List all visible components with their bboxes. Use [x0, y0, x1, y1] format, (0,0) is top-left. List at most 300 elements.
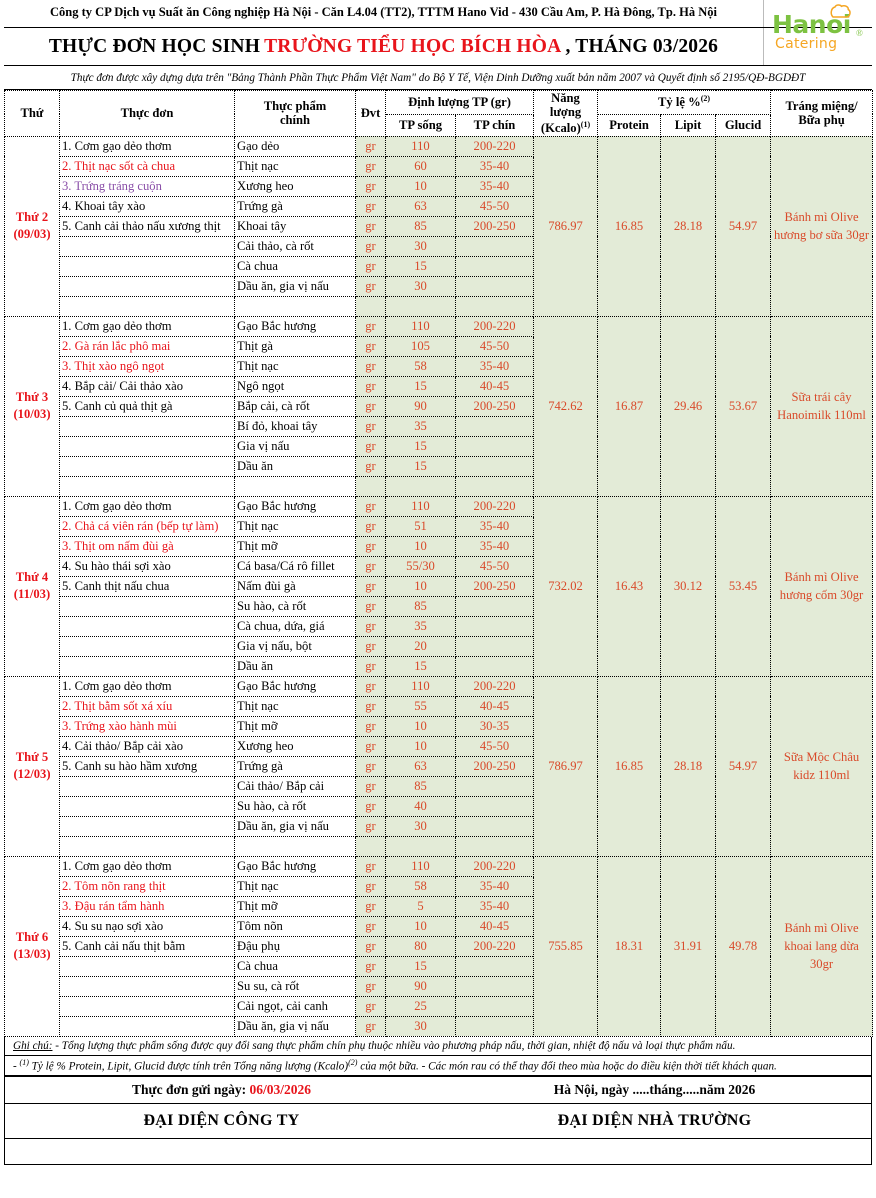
logo-wordmark: Hanoi	[772, 10, 851, 39]
unit-cell: gr	[356, 756, 386, 776]
footnotes	[4, 1037, 872, 1078]
raw-weight-cell: 110	[386, 316, 456, 336]
hanoi-catering-logo	[772, 4, 866, 60]
cooked-weight-cell	[456, 656, 534, 676]
dish-name-cell: 4. Khoai tây xào	[60, 196, 235, 216]
logo-registered-mark: ®	[856, 28, 863, 38]
note2-mid: Tỷ lệ % Protein, Lipit, Glucid được tính trên Tổng năng lượng (Kcalo)	[28, 1060, 349, 1073]
weekday-cell	[5, 496, 60, 676]
raw-weight-cell: 20	[386, 636, 456, 656]
raw-weight-cell: 5	[386, 896, 456, 916]
raw-weight-cell: 85	[386, 776, 456, 796]
raw-weight-cell: 30	[386, 816, 456, 836]
ingredient-cell: Thịt mỡ	[235, 716, 356, 736]
ingredient-cell	[235, 836, 356, 856]
raw-weight-cell: 10	[386, 176, 456, 196]
dish-name-cell: 1. Cơm gạo dẻo thơm	[60, 496, 235, 516]
cooked-weight-cell: 200-250	[456, 396, 534, 416]
dish-name-cell	[60, 256, 235, 276]
ingredient-cell: Dầu ăn, gia vị nấu	[235, 276, 356, 296]
ingredient-cell: Su su, cà rốt	[235, 976, 356, 996]
col-header-weekday: Thứ	[5, 91, 60, 137]
energy-cell: 742.62	[534, 316, 598, 496]
dessert-cell: Sữa Mộc Châu kidz 110ml	[771, 676, 873, 856]
unit-cell: gr	[356, 856, 386, 876]
raw-weight-cell: 10	[386, 716, 456, 736]
protein-cell: 16.85	[598, 136, 661, 316]
cooked-weight-cell	[456, 796, 534, 816]
protein-cell: 16.85	[598, 676, 661, 856]
dessert-cell: Bánh mì Olive hương bơ sữa 30gr	[771, 136, 873, 316]
unit-cell: gr	[356, 616, 386, 636]
ingredient-cell: Cải ngọt, cải canh	[235, 996, 356, 1016]
cooked-weight-cell: 35-40	[456, 156, 534, 176]
col-header-quantity: Định lượng TP (gr)	[386, 91, 534, 115]
raw-weight-cell	[386, 476, 456, 496]
table-row	[5, 676, 873, 696]
cooked-weight-cell: 40-45	[456, 696, 534, 716]
dessert-cell: Sữa trái cây Hanoimilk 110ml	[771, 316, 873, 496]
lipit-cell: 29.46	[661, 316, 716, 496]
ingredient-cell: Gạo Bắc hương	[235, 676, 356, 696]
cooked-weight-cell	[456, 456, 534, 476]
ratio-label: Tỷ lệ %	[658, 95, 701, 110]
energy-sup: (1)	[580, 119, 591, 129]
unit-cell: gr	[356, 676, 386, 696]
cooked-weight-cell: 45-50	[456, 196, 534, 216]
dish-name-cell	[60, 276, 235, 296]
cooked-weight-cell: 45-50	[456, 556, 534, 576]
weekday-cell	[5, 316, 60, 496]
ingredient-cell: Đậu phụ	[235, 936, 356, 956]
ingredient-cell: Ngô ngọt	[235, 376, 356, 396]
ingredient-cell: Dầu ăn	[235, 456, 356, 476]
unit-cell: gr	[356, 656, 386, 676]
table-row	[5, 136, 873, 156]
col-header-cooked: TP chín	[456, 114, 534, 136]
unit-cell: gr	[356, 376, 386, 396]
unit-cell: gr	[356, 596, 386, 616]
energy-cell: 786.97	[534, 676, 598, 856]
cooked-weight-cell	[456, 976, 534, 996]
raw-weight-cell: 15	[386, 456, 456, 476]
raw-weight-cell: 110	[386, 136, 456, 156]
raw-weight-cell: 63	[386, 756, 456, 776]
unit-cell: gr	[356, 316, 386, 336]
weekday-label: Thứ 3	[15, 390, 49, 405]
raw-weight-cell: 35	[386, 616, 456, 636]
ingredient-cell: Cải thảo/ Bắp cải	[235, 776, 356, 796]
weekday-date: (12/03)	[13, 767, 51, 782]
energy-l1: Năng	[551, 91, 580, 105]
raw-weight-cell: 25	[386, 996, 456, 1016]
ingredient-cell: Dầu ăn	[235, 656, 356, 676]
title-school-name: TRƯỜNG TIỂU HỌC BÍCH HÒA	[264, 35, 562, 57]
glucid-cell: 54.97	[716, 136, 771, 316]
dish-name-cell: 1. Cơm gạo dẻo thơm	[60, 136, 235, 156]
raw-weight-cell: 15	[386, 256, 456, 276]
company-header	[4, 0, 872, 28]
sent-date-cell	[5, 1077, 438, 1103]
dessert-l2: Bữa phụ	[798, 113, 845, 128]
note-line-1	[5, 1037, 871, 1056]
dish-name-cell: 1. Cơm gạo dẻo thơm	[60, 316, 235, 336]
lipit-cell: 28.18	[661, 136, 716, 316]
unit-cell	[356, 296, 386, 316]
raw-weight-cell: 30	[386, 1016, 456, 1036]
ingredient-cell	[235, 476, 356, 496]
place-date-cell: Hà Nội, ngày .....tháng.....năm 2026	[553, 1082, 756, 1098]
note-text-1: - Tổng lượng thực phẩm sống được quy đổi sang thực phẩm chín phụ thuộc nhiều vào phương pháp nấu, thời gian, nhiệt độ nấu và loại thực phẩm nấu.	[52, 1039, 736, 1052]
dish-name-cell: 5. Canh su hào hầm xương	[60, 756, 235, 776]
dish-name-cell: 3. Trứng xào hành mùi	[60, 716, 235, 736]
dish-name-cell	[60, 796, 235, 816]
unit-cell: gr	[356, 236, 386, 256]
cooked-weight-cell: 200-220	[456, 936, 534, 956]
raw-weight-cell: 110	[386, 496, 456, 516]
cooked-weight-cell: 200-250	[456, 576, 534, 596]
lipit-cell: 31.91	[661, 856, 716, 1036]
unit-cell: gr	[356, 336, 386, 356]
ingredient-cell: Cà chua, dứa, giá	[235, 616, 356, 636]
dish-name-cell: 2. Thịt bằm sốt xá xíu	[60, 696, 235, 716]
cooked-weight-cell	[456, 836, 534, 856]
ingredient-cell: Thịt nạc	[235, 156, 356, 176]
cooked-weight-cell: 40-45	[456, 376, 534, 396]
dish-name-cell	[60, 816, 235, 836]
weekday-label: Thứ 4	[15, 570, 49, 585]
menu-table	[4, 90, 873, 1037]
ingredient-cell: Gạo dẻo	[235, 136, 356, 156]
raw-weight-cell: 35	[386, 416, 456, 436]
cooked-weight-cell: 45-50	[456, 336, 534, 356]
col-header-glucid: Glucid	[716, 114, 771, 136]
raw-weight-cell: 110	[386, 676, 456, 696]
cooked-weight-cell	[456, 636, 534, 656]
raw-weight-cell: 80	[386, 936, 456, 956]
ingredient-cell: Gạo Bắc hương	[235, 316, 356, 336]
sent-date-value: 06/03/2026	[249, 1082, 311, 1098]
title-prefix: THỰC ĐƠN HỌC SINH	[48, 35, 261, 57]
energy-l2: lượng	[549, 105, 582, 120]
table-row	[5, 856, 873, 876]
dish-name-cell: 2. Tôm nõn rang thịt	[60, 876, 235, 896]
unit-cell: gr	[356, 576, 386, 596]
dish-name-cell	[60, 476, 235, 496]
unit-cell: gr	[356, 776, 386, 796]
dish-name-cell: 4. Bắp cải/ Cải thảo xào	[60, 376, 235, 396]
unit-cell: gr	[356, 136, 386, 156]
raw-weight-cell: 10	[386, 916, 456, 936]
raw-weight-cell: 15	[386, 656, 456, 676]
cooked-weight-cell	[456, 436, 534, 456]
weekday-date: (09/03)	[13, 227, 51, 242]
cooked-weight-cell	[456, 816, 534, 836]
ingredient-cell: Thịt nạc	[235, 696, 356, 716]
energy-l3: (Kcalo)	[540, 121, 581, 136]
protein-cell: 18.31	[598, 856, 661, 1036]
raw-weight-cell: 15	[386, 436, 456, 456]
unit-cell: gr	[356, 876, 386, 896]
unit-cell: gr	[356, 976, 386, 996]
dish-name-cell: 4. Su su nạo sợi xào	[60, 916, 235, 936]
raw-weight-cell: 85	[386, 216, 456, 236]
raw-weight-cell: 40	[386, 796, 456, 816]
weekday-label: Thứ 5	[15, 750, 49, 765]
table-row	[5, 316, 873, 336]
raw-weight-cell: 15	[386, 956, 456, 976]
energy-cell: 732.02	[534, 496, 598, 676]
unit-cell: gr	[356, 996, 386, 1016]
dish-name-cell: 5. Canh cải nấu thịt bằm	[60, 936, 235, 956]
note-line-2	[5, 1056, 871, 1077]
col-header-main-food-l1: Thực phẩm	[263, 98, 327, 113]
ingredient-cell: Gia vị nấu	[235, 436, 356, 456]
raw-weight-cell: 105	[386, 336, 456, 356]
raw-weight-cell: 110	[386, 856, 456, 876]
dish-name-cell: 2. Thịt nạc sốt cà chua	[60, 156, 235, 176]
page-title	[4, 28, 764, 65]
dish-name-cell: 1. Cơm gạo dẻo thơm	[60, 676, 235, 696]
unit-cell: gr	[356, 916, 386, 936]
unit-cell: gr	[356, 716, 386, 736]
cooked-weight-cell	[456, 476, 534, 496]
note2-sup1: (1)	[19, 1057, 29, 1067]
unit-cell: gr	[356, 936, 386, 956]
unit-cell: gr	[356, 636, 386, 656]
cooked-weight-cell: 35-40	[456, 176, 534, 196]
ingredient-cell: Su hào, cà rốt	[235, 596, 356, 616]
dish-name-cell	[60, 656, 235, 676]
note-label: Ghi chú:	[13, 1039, 53, 1052]
raw-weight-cell: 90	[386, 396, 456, 416]
dish-name-cell: 3. Thịt om nấm đùi gà	[60, 536, 235, 556]
dish-name-cell: 4. Cải thảo/ Bắp cải xào	[60, 736, 235, 756]
brand-logo	[764, 10, 872, 65]
ingredient-cell: Tôm nõn	[235, 916, 356, 936]
glucid-cell: 53.67	[716, 316, 771, 496]
unit-cell: gr	[356, 796, 386, 816]
dessert-cell: Bánh mì Olive khoai lang dừa 30gr	[771, 856, 873, 1036]
col-header-dessert	[771, 91, 873, 137]
raw-weight-cell	[386, 296, 456, 316]
table-row	[5, 496, 873, 516]
raw-weight-cell: 55	[386, 696, 456, 716]
dish-name-cell	[60, 956, 235, 976]
weekday-date: (11/03)	[13, 587, 51, 602]
dish-name-cell: 4. Su hào thái sợi xào	[60, 556, 235, 576]
dish-name-cell	[60, 236, 235, 256]
unit-cell: gr	[356, 176, 386, 196]
ingredient-cell: Xương heo	[235, 176, 356, 196]
lipit-cell: 28.18	[661, 676, 716, 856]
cooked-weight-cell	[456, 296, 534, 316]
unit-cell: gr	[356, 896, 386, 916]
dish-name-cell	[60, 776, 235, 796]
cooked-weight-cell: 200-220	[456, 316, 534, 336]
col-header-unit: Đvt	[356, 91, 386, 137]
cooked-weight-cell: 35-40	[456, 536, 534, 556]
ingredient-cell: Thịt gà	[235, 336, 356, 356]
glucid-cell: 53.45	[716, 496, 771, 676]
sent-date-label: Thực đơn gửi ngày:	[132, 1082, 247, 1098]
ingredient-cell: Gạo Bắc hương	[235, 496, 356, 516]
dish-name-cell: 3. Đậu rán tẩm hành	[60, 896, 235, 916]
raw-weight-cell	[386, 836, 456, 856]
signature-company: ĐẠI DIỆN CÔNG TY	[143, 1112, 300, 1130]
ingredient-cell: Thịt mỡ	[235, 536, 356, 556]
dish-name-cell: 5. Canh cải thảo nấu xương thịt	[60, 216, 235, 236]
unit-cell: gr	[356, 276, 386, 296]
ingredient-cell: Dầu ăn, gia vị nấu	[235, 816, 356, 836]
ingredient-cell: Trứng gà	[235, 196, 356, 216]
cooked-weight-cell: 200-220	[456, 856, 534, 876]
raw-weight-cell: 60	[386, 156, 456, 176]
unit-cell: gr	[356, 456, 386, 476]
col-header-protein: Protein	[598, 114, 661, 136]
dessert-l1: Tráng miệng/	[785, 98, 858, 113]
unit-cell: gr	[356, 436, 386, 456]
raw-weight-cell: 15	[386, 376, 456, 396]
unit-cell	[356, 836, 386, 856]
dish-name-cell	[60, 976, 235, 996]
note2-sup2: (2)	[348, 1057, 358, 1067]
ingredient-cell: Cải thảo, cà rốt	[235, 236, 356, 256]
cooked-weight-cell: 35-40	[456, 516, 534, 536]
dish-name-cell	[60, 1016, 235, 1036]
energy-cell: 755.85	[534, 856, 598, 1036]
ingredient-cell: Cà chua	[235, 956, 356, 976]
cooked-weight-cell	[456, 776, 534, 796]
unit-cell: gr	[356, 396, 386, 416]
ingredient-cell: Thịt nạc	[235, 356, 356, 376]
raw-weight-cell: 51	[386, 516, 456, 536]
signature-blank-area	[4, 1139, 872, 1165]
raw-weight-cell: 10	[386, 736, 456, 756]
cooked-weight-cell: 200-220	[456, 496, 534, 516]
raw-weight-cell: 90	[386, 976, 456, 996]
ingredient-cell: Cà chua	[235, 256, 356, 276]
dish-name-cell: 5. Canh thịt nấu chua	[60, 576, 235, 596]
dish-name-cell: 3. Trứng tráng cuộn	[60, 176, 235, 196]
cooked-weight-cell: 40-45	[456, 916, 534, 936]
ingredient-cell: Thịt nạc	[235, 876, 356, 896]
cooked-weight-cell	[456, 996, 534, 1016]
table-body	[5, 136, 873, 1036]
company-address-line: Công ty CP Dịch vụ Suất ăn Công nghiệp Hà Nội - Căn L4.04 (TT2), TTTM Hano Vid - 430 Cầu Am, P. Hà Đông, Tp. Hà Nội	[4, 0, 764, 27]
ingredient-cell: Gia vị nấu, bột	[235, 636, 356, 656]
unit-cell: gr	[356, 816, 386, 836]
signature-school: ĐẠI DIỆN NHÀ TRƯỜNG	[557, 1112, 752, 1130]
cooked-weight-cell	[456, 256, 534, 276]
protein-cell: 16.87	[598, 316, 661, 496]
ratio-sup: (2)	[700, 94, 711, 104]
col-header-lipit: Lipit	[661, 114, 716, 136]
weekday-date: (10/03)	[13, 407, 51, 422]
energy-cell: 786.97	[534, 136, 598, 316]
ingredient-cell: Bắp cải, cà rốt	[235, 396, 356, 416]
ingredient-cell: Dầu ăn, gia vị nấu	[235, 1016, 356, 1036]
dish-name-cell: 1. Cơm gạo dẻo thơm	[60, 856, 235, 876]
dish-name-cell	[60, 996, 235, 1016]
cooked-weight-cell: 45-50	[456, 736, 534, 756]
unit-cell: gr	[356, 356, 386, 376]
raw-weight-cell: 30	[386, 236, 456, 256]
cooked-weight-cell: 200-220	[456, 136, 534, 156]
unit-cell	[356, 476, 386, 496]
dish-name-cell: 2. Gà rán lắc phô mai	[60, 336, 235, 356]
sent-date-row	[4, 1077, 872, 1104]
raw-weight-cell: 55/30	[386, 556, 456, 576]
cooked-weight-cell	[456, 956, 534, 976]
cooked-weight-cell: 30-35	[456, 716, 534, 736]
ingredient-cell: Cá basa/Cá rô fillet	[235, 556, 356, 576]
col-header-main-food	[235, 91, 356, 137]
dish-name-cell	[60, 456, 235, 476]
cooked-weight-cell: 200-250	[456, 216, 534, 236]
dish-name-cell	[60, 416, 235, 436]
unit-cell: gr	[356, 1016, 386, 1036]
note2-pre: -	[13, 1060, 20, 1073]
unit-cell: gr	[356, 216, 386, 236]
cooked-weight-cell	[456, 1016, 534, 1036]
cooked-weight-cell	[456, 236, 534, 256]
col-header-main-food-l2: chính	[279, 113, 311, 128]
cooked-weight-cell: 35-40	[456, 356, 534, 376]
cooked-weight-cell	[456, 616, 534, 636]
dish-name-cell	[60, 296, 235, 316]
protein-cell: 16.43	[598, 496, 661, 676]
dish-name-cell	[60, 616, 235, 636]
unit-cell: gr	[356, 956, 386, 976]
weekday-cell	[5, 856, 60, 1036]
weekday-date: (13/03)	[13, 947, 51, 962]
ingredient-cell: Bí đỏ, khoai tây	[235, 416, 356, 436]
raw-weight-cell: 10	[386, 536, 456, 556]
unit-cell: gr	[356, 416, 386, 436]
glucid-cell: 54.97	[716, 676, 771, 856]
logo-subtext: Catering	[775, 36, 838, 52]
cooked-weight-cell	[456, 276, 534, 296]
cooked-weight-cell: 200-220	[456, 676, 534, 696]
ingredient-cell: Thịt nạc	[235, 516, 356, 536]
lipit-cell: 30.12	[661, 496, 716, 676]
unit-cell: gr	[356, 736, 386, 756]
raw-weight-cell: 85	[386, 596, 456, 616]
col-header-raw: TP sống	[386, 114, 456, 136]
unit-cell: gr	[356, 516, 386, 536]
unit-cell: gr	[356, 696, 386, 716]
unit-cell: gr	[356, 256, 386, 276]
glucid-cell: 49.78	[716, 856, 771, 1036]
chef-hat-icon	[829, 4, 853, 20]
dish-name-cell	[60, 636, 235, 656]
cooked-weight-cell	[456, 596, 534, 616]
dish-name-cell: 2. Chả cá viên rán (bếp tự làm)	[60, 516, 235, 536]
raw-weight-cell: 63	[386, 196, 456, 216]
raw-weight-cell: 10	[386, 576, 456, 596]
dish-name-cell	[60, 436, 235, 456]
signature-row	[4, 1104, 872, 1139]
weekday-label: Thứ 2	[15, 210, 49, 225]
ingredient-cell: Khoai tây	[235, 216, 356, 236]
ingredient-cell: Xương heo	[235, 736, 356, 756]
weekday-label: Thứ 6	[15, 930, 49, 945]
col-header-ratio	[598, 91, 771, 115]
cooked-weight-cell: 35-40	[456, 896, 534, 916]
note2-post: của một bữa. - Các món rau có thể thay đổi theo mùa hoặc do điều kiện thời tiết khách quan.	[357, 1060, 777, 1073]
col-header-energy	[534, 91, 598, 137]
